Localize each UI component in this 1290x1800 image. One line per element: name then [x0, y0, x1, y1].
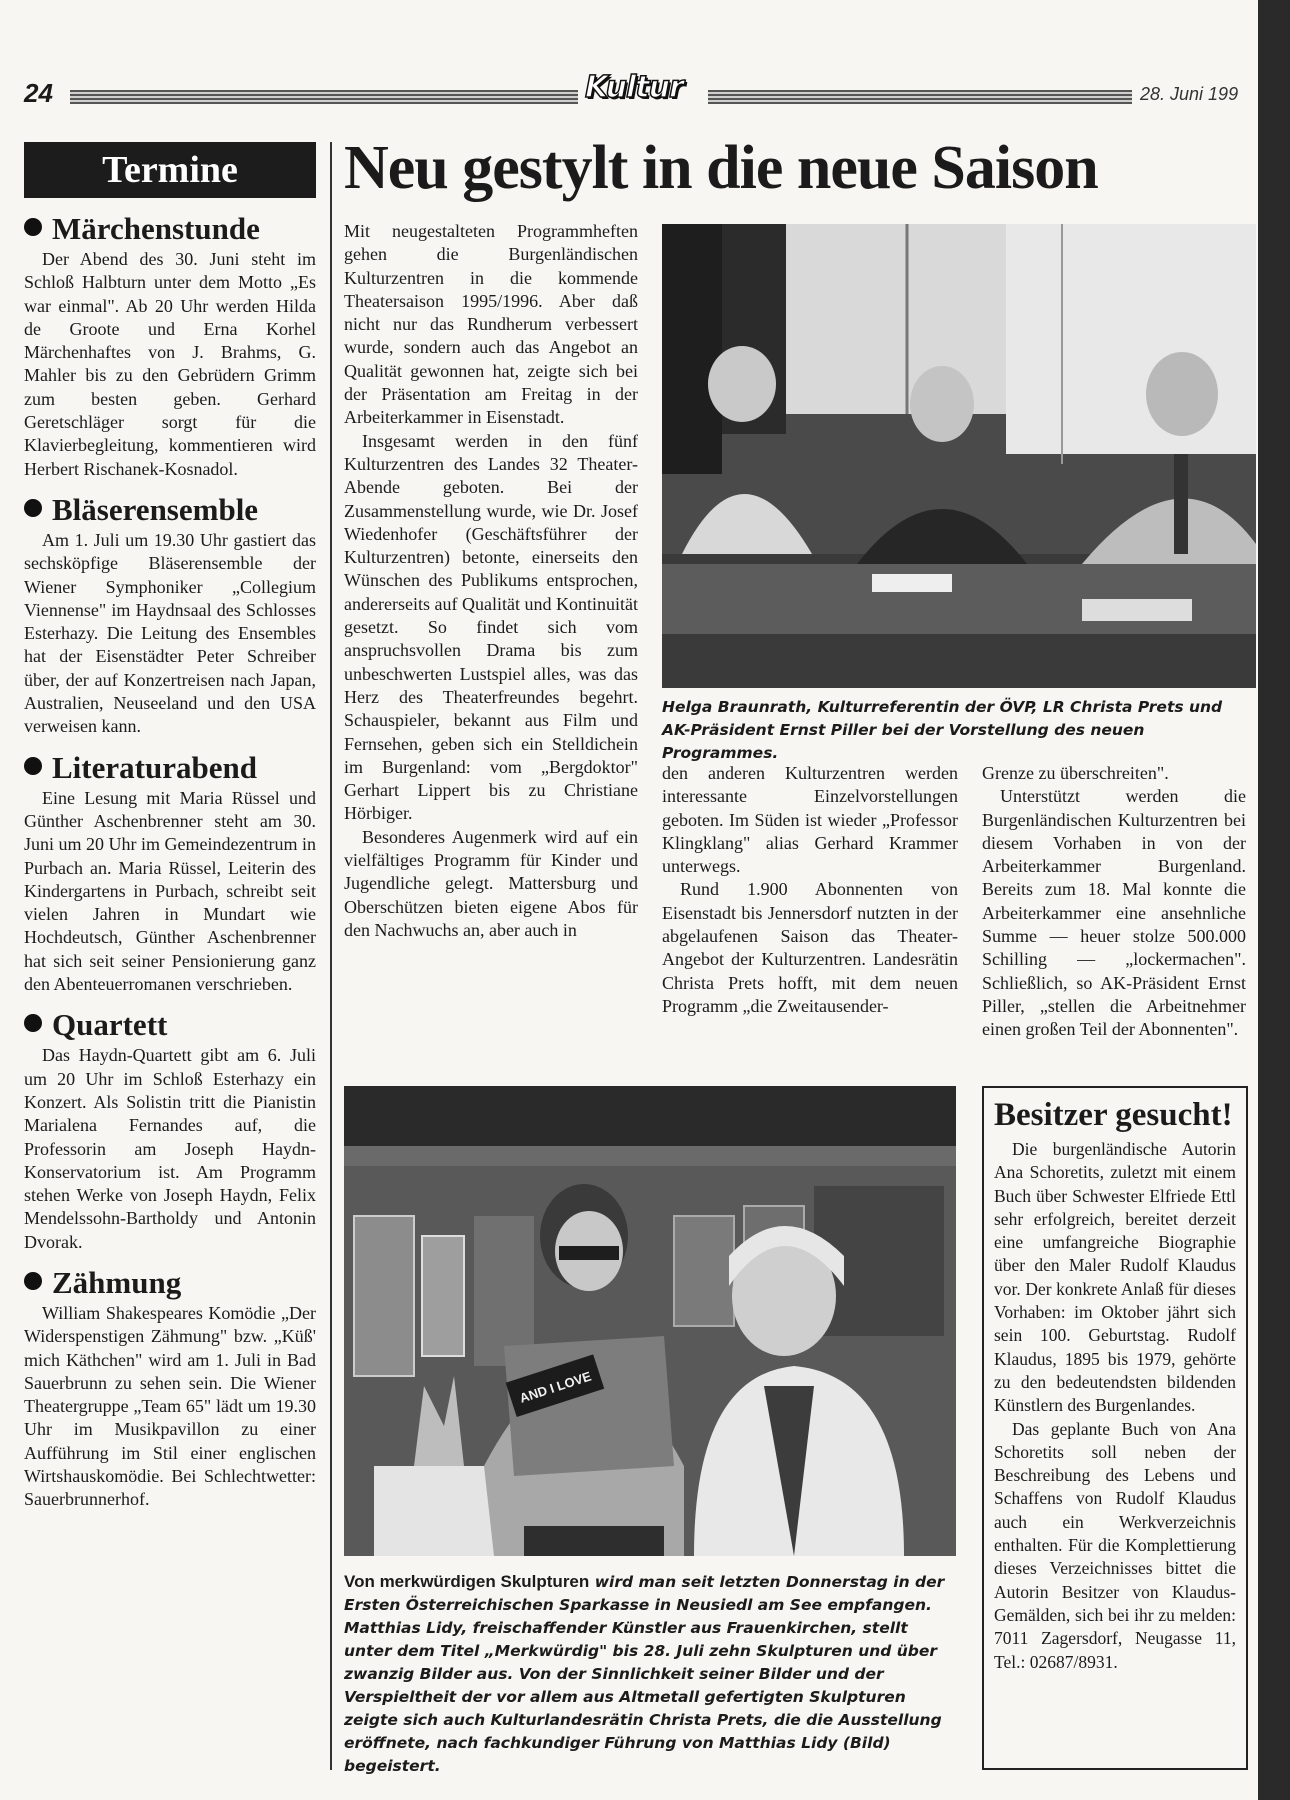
photo-press-conference	[662, 224, 1256, 688]
article-paragraph: Mit neugestalteten Programmheften gehen die Burgenländischen Kulturzentren in die kommende Theatersaison 1995/1996. Aber daß nicht nur das Rundherum verbessert wurde, sondern auch das Angebot an Qualität gewonnen hat, zeigte sich bei der Präsentation am Freitag in der Arbeiterkammer in Eisenstadt.	[344, 221, 638, 428]
book-label: AND I LOVE	[517, 1368, 594, 1406]
event-text: William Shakespeares Komödie „Der Widerspenstigen Zähmung" bzw. „Küß' mich Käthchen" wird am 1. Juli in Bad Sauerbrunn zu sehen sein. Die Wiener Theatergruppe „Team 65" lädt um 19.30 Uhr im Musikpavillon zu einer Aufführung im Stil einer englischen Wirtshauskomödie. Bei Schlechtwetter: Sauerbrunnerhof.	[24, 1302, 316, 1510]
event-text: Der Abend des 30. Juni steht im Schloß Halbturn unter dem Motto „Es war einmal". Ab 20 Uhr werden Hilda de Groote und Erna Korhel Märchenhaftes von J. Brahms, G. Mahler bis zu den Gebrüdern Grimm zum besten geben. Gerhard Geretschläger sorgt für die Klavierbegleitung, kommentieren wird Herbert Rischanek-Kosnadol.	[24, 249, 316, 479]
event-title: Quartett	[24, 1006, 316, 1044]
bullet-icon	[24, 757, 42, 775]
article-column-3	[982, 762, 1246, 1042]
section-title: Kultur	[585, 70, 683, 105]
event-title: Bläserensemble	[24, 491, 316, 529]
article-paragraph: Unterstützt werden die Burgenländischen Kulturzentren bei diesem Vorhaben in von der Arbeiterkammer Burgenland. Bereits zum 18. Mal konnte die Arbeiterkammer eine ansehnliche Summe — heuer stolze 500.000 Schilling — „lockermachen". Schließlich, so AK-Präsident Ernst Piller, „stellen die Arbeitnehmer einen großen Teil der Abonnenten".	[982, 786, 1246, 1040]
article-paragraph: Rund 1.900 Abonnenten von Eisenstadt bis Jennersdorf nutzten in der abgelaufenen Saison das Theater-Angebot der Kulturzentren. Landesrätin Christa Prets hofft, mit dem neuen Programm „die Zweitausender-	[662, 879, 958, 1016]
box-paragraph: Das geplante Buch von Ana Schoretits soll neben der Beschreibung des Lebens und Schaffens von Rudolf Klaudus auch ein Werkverzeichnis enthalten. Für die Komplettierung dieses Verzeichnisses bittet die Autorin Besitzer von Klaudus-Gemälden, sich bei ihr zu melden: 7011 Zagersdorf, Neugasse 11, Tel.: 02687/8931.	[994, 1418, 1236, 1672]
article-paragraph: Grenze zu überschreiten".	[982, 763, 1169, 783]
header-rule-right	[708, 90, 1132, 104]
page-edge	[1258, 0, 1290, 1800]
event-blaeserensemble	[24, 491, 316, 739]
photo-sculpture-exhibition	[344, 1086, 956, 1556]
event-zaehmung	[24, 1264, 316, 1512]
event-title: Literaturabend	[24, 749, 316, 787]
bullet-icon	[24, 1014, 42, 1032]
article-paragraph: Insgesamt werden in den fünf Kulturzentren des Landes 32 Theater-Abende geboten. Bei der Zusammenstellung wurde, wie Dr. Josef Wiedenhofer (Geschäftsführer der Kulturzentren) betonte, einerseits den Wünschen des Publikums entsprochen, andererseits auf Qualität und Kontinuität gesetzt. So findet sich vom anspruchsvollen Drama bis zum unbeschwerten Lustspiel alles, was das Herz des Theaterfreundes begehrt. Schauspieler, bekannt aus Film und Fernsehen, geben sich ein Stelldichein im Burgenland: vom „Bergdoktor" Gerhart Lippert bis zu Christiane Hörbiger.	[344, 430, 638, 824]
article-paragraph: Besonderes Augenmerk wird auf ein vielfältiges Programm für Kinder und Jugendliche gelegt. Mattersburg und Oberschützen bieten eigene Abos für den Nachwuchs an, aber auch in	[344, 826, 638, 940]
caption-lead: Von merkwürdigen Skulpturen	[344, 1572, 590, 1591]
box-text	[994, 1138, 1236, 1674]
event-maerchenstunde	[24, 210, 316, 481]
event-text: Am 1. Juli um 19.30 Uhr gastiert das sechsköpfige Bläserensemble der Wiener Symphoniker „Collegium Viennense" im Haydnsaal des Schlosses Esterhazy. Die Leitung des Ensembles hat der Eisenstädter Peter Schreiber über, der auf Konzertreisen nach Japan, Australien, Neuseeland und den USA verweisen kann.	[24, 529, 316, 737]
event-text: Eine Lesung mit Maria Rüssel und Günther Aschenbrenner steht am 30. Juni um 20 Uhr im Gemeindezentrum in Purbach an. Maria Rüssel, Leiterin des Kindergartens in Purbach, schreibt seit vielen Jahren in Mundart wie Hochdeutsch, Günther Aschenbrenner hat sich seit seiner Pensionierung ganz den Abenteuerromanen verschrieben.	[24, 787, 316, 995]
column-divider	[330, 142, 332, 1770]
article-column-2	[662, 762, 958, 1018]
issue-date: 28. Juni 199	[1140, 84, 1239, 104]
article-column-1	[344, 220, 638, 942]
article-headline: Neu gestylt in die neue Saison	[344, 134, 1098, 202]
event-title: Märchenstunde	[24, 210, 316, 248]
press-conference-image	[662, 224, 1256, 688]
header-rule-left	[70, 90, 578, 104]
caption-text: wird man seit letzten Donnerstag in der Ersten Österreichischen Sparkasse in Neusiedl am See empfangen. Matthias Lidy, freischaffender Künstler aus Frauenkirchen, stellt unter dem Titel „Merkwürdig" bis 28. Juli zehn Skulpturen und über zwanzig Bilder aus. Von der Sinnlichkeit seiner Bilder und der Verspieltheit der vor allem aus Altmetall gefertigten Skulpturen zeigte sich auch Kulturlandesrätin Christa Prets, die die Ausstellung eröffnete, nach fachkundiger Führung von Matthias Lidy (Bild) begeistert.	[344, 1573, 945, 1775]
article-paragraph: den anderen Kulturzentren werden interessante Einzelvorstellungen geboten. Im Süden ist wieder „Professor Klingklang" alias Gerhard Krammer unterwegs.	[662, 763, 958, 877]
bullet-icon	[24, 1272, 42, 1290]
event-title: Zähmung	[24, 1264, 316, 1302]
bullet-icon	[24, 499, 42, 517]
bullet-icon	[24, 218, 42, 236]
box-paragraph: Die burgenländische Autorin Ana Schoretits, zuletzt mit einem Buch über Schwester Elfriede Ettl sehr erfolgreich, bereitet derzeit eine umfangreiche Biographie über den Maler Rudolf Klaudus vor. Der konkrete Anlaß für dieses Vorhaben: im Oktober jährt sich sein 100. Geburtstag. Rudolf Klaudus, 1895 bis 1979, gehörte zu den bedeutendsten bildenden Künstlern des Burgenlandes.	[994, 1139, 1236, 1416]
termine-list	[24, 210, 316, 1522]
termine-heading: Termine	[24, 142, 316, 198]
photo-press-conference-caption: Helga Braunrath, Kulturreferentin der ÖVP, LR Christa Prets und AK-Präsident Ernst Piller bei der Vorstellung des neuen Programmes.	[662, 698, 1223, 762]
photo-sculpture-caption	[344, 1570, 956, 1778]
event-quartett	[24, 1006, 316, 1254]
event-literaturabend	[24, 749, 316, 997]
sidebar-box	[982, 1086, 1248, 1770]
sculpture-exhibition-image	[344, 1086, 956, 1556]
event-text: Das Haydn-Quartett gibt am 6. Juli um 20 Uhr im Schloß Esterhazy ein Konzert. Als Solistin tritt die Pianistin Marialena Fernandes auf, die Professorin am Joseph Haydn-Konservatorium ist. Am Programm stehen Werke von Joseph Haydn, Felix Mendelssohn-Bartholdy und Antonin Dvorak.	[24, 1045, 316, 1252]
page-number: 24	[24, 78, 53, 108]
box-title: Besitzer gesucht!	[994, 1097, 1233, 1133]
